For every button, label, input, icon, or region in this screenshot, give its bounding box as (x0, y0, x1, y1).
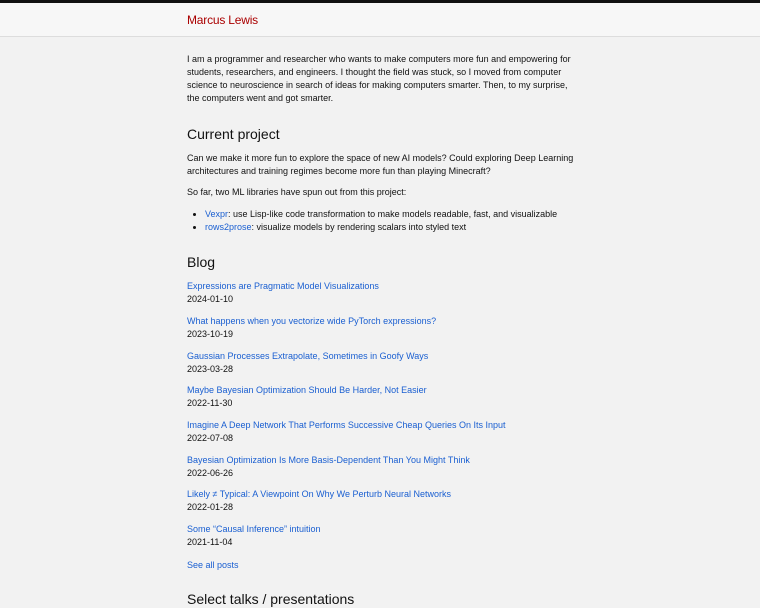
library-description: : use Lisp-like code transformation to make models readable, fast, and visualizable (228, 209, 558, 219)
blog-post (187, 280, 379, 306)
blog-post-date: 2023-03-28 (187, 364, 234, 374)
site-title-link[interactable]: Marcus Lewis (187, 13, 258, 27)
blog-post-link[interactable]: What happens when you vectorize wide PyTorch expressions? (187, 316, 437, 326)
blog-post-date: 2022-11-30 (187, 398, 233, 408)
blog-post-date: 2023-10-19 (187, 329, 234, 339)
blog-post-link[interactable]: Some “Causal Inference” intuition (187, 524, 321, 534)
blog-post-link[interactable]: Bayesian Optimization Is More Basis-Dependent Than You Might Think (187, 455, 470, 465)
blog-post (187, 350, 428, 376)
blog-post-date: 2021-11-04 (187, 537, 233, 547)
talks-heading: Select talks / presentations (187, 591, 355, 607)
blog-post-link[interactable]: Likely ≠ Typical: A Viewpoint On Why We Perturb Neural Networks (187, 489, 452, 499)
blog-post-date: 2022-06-26 (187, 468, 234, 478)
blog-post-date: 2024-01-10 (187, 294, 234, 304)
blog-post (187, 454, 470, 480)
library-description: : visualize models by rendering scalars into styled text (251, 222, 467, 232)
intro-paragraph: I am a programmer and researcher who wants to make computers more fun and empowering for students, researchers, and engineers. I thought the field was stuck, so I moved from computer science to neuroscience in search of ideas for making computers smarter. Then, to my surprise, the computers went and got smarter. (187, 54, 571, 103)
library-link-rows2prose[interactable]: rows2prose (205, 222, 252, 232)
blog-post-link[interactable]: Gaussian Processes Extrapolate, Sometimes in Goofy Ways (187, 351, 429, 361)
blog-post-date: 2022-07-08 (187, 433, 234, 443)
blog-post (187, 523, 321, 549)
blog-post (187, 315, 436, 341)
library-item (205, 208, 557, 221)
see-all-posts-link[interactable]: See all posts (187, 560, 239, 570)
library-link-vexpr[interactable]: Vexpr (205, 209, 229, 219)
current-project-heading: Current project (187, 126, 280, 142)
current-project-paragraph: Can we make it more fun to explore the space of new AI models? Could exploring Deep Learning architectures and training regimes become more fun than playing Minecraft? (187, 153, 574, 176)
blog-post-date: 2022-01-28 (187, 502, 234, 512)
libraries-list (187, 208, 557, 234)
blog-post (187, 419, 506, 445)
blog-heading: Blog (187, 254, 216, 270)
blog-post (187, 384, 427, 410)
library-item (205, 221, 557, 234)
site-header (0, 3, 760, 37)
libraries-intro: So far, two ML libraries have spun out from this project: (187, 187, 407, 197)
blog-post-link[interactable]: Expressions are Pragmatic Model Visualizations (187, 281, 379, 291)
blog-post-link[interactable]: Maybe Bayesian Optimization Should Be Harder, Not Easier (187, 385, 427, 395)
blog-post (187, 488, 451, 514)
blog-post-link[interactable]: Imagine A Deep Network That Performs Successive Cheap Queries On Its Input (187, 420, 506, 430)
